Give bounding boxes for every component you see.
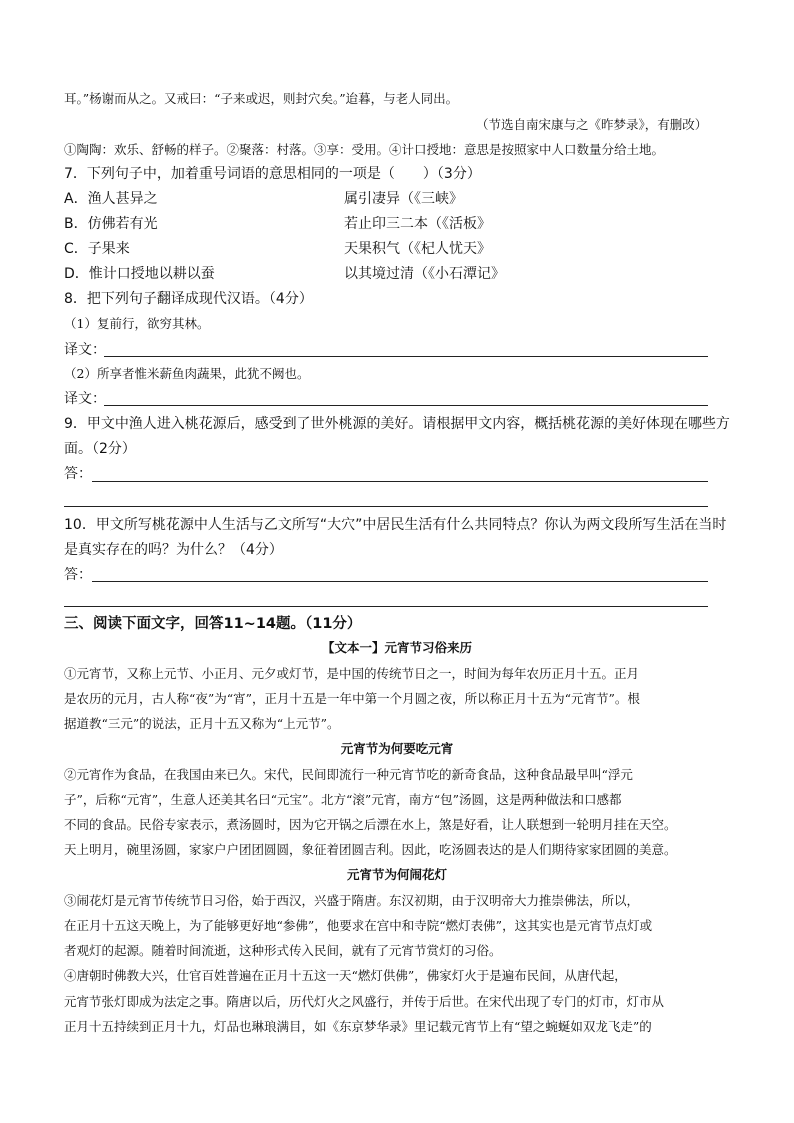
q7-option-a-compare: 属引凄异（《三峡》 — [344, 191, 463, 207]
q7-stem: 7．下列句子中，加着重号词语的意思相同的一项是（ ）（3分） — [64, 166, 481, 182]
q10-answer-line-1[interactable] — [92, 581, 708, 582]
q8-answer-line-1[interactable] — [104, 356, 708, 357]
paragraph-4-line: 正月十五持续到正月十九，灯品也琳琅满目，如《东京梦华录》里记载元宵节上有“望之蜿蜒如双龙飞走”的 — [64, 1019, 652, 1034]
q7-option-b: B．仿佛若有光 — [64, 216, 158, 232]
q9-answer-line-1[interactable] — [92, 481, 708, 482]
q7-option-c-compare: 天果积气（《杞人忧天》 — [344, 241, 491, 257]
section-heading: 三、阅读下面文字，回答11~14题。（11分） — [64, 616, 362, 632]
q8-answer-label-1: 译文： — [64, 342, 106, 358]
paragraph-3-line: 者观灯的起源。随着时间流逝，这种形式传入民间，就有了元宵节赏灯的习俗。 — [64, 943, 502, 958]
paragraph-2-line: 天上明月，碗里汤圆，家家户户团团圆圆，象征着团圆吉利。因此，吃汤圆表达的是人们期待家家团圆的美意。 — [64, 842, 677, 857]
q10-stem-line2: 是真实存在的吗？为什么？（4分） — [64, 542, 283, 558]
q10-answer-label: 答： — [64, 567, 92, 583]
paragraph-3-line: 在正月十五这天晚上，为了能够更好地“参佛”，他要求在宫中和寺院“燃灯表佛”，这其实也是元宵节点灯或 — [64, 918, 653, 933]
passage-source: （节选自南宋康与之《昨梦录》，有删改） — [476, 117, 708, 132]
q8-stem: 8．把下列句子翻译成现代汉语。（4分） — [64, 291, 313, 307]
q9-answer-line-2[interactable] — [64, 506, 708, 507]
paragraph-1-line: ①元宵节，又称上元节、小正月、元夕或灯节，是中国的传统节日之一，时间为每年农历正月十五。正月 — [64, 666, 640, 681]
q10-answer-line-2[interactable] — [64, 606, 708, 607]
paragraph-1-line: 据道教“三元”的说法，正月十五又称为“上元节”。 — [64, 716, 340, 731]
paragraph-4-line: ④唐朝时佛教大兴，仕官百姓普遍在正月十五这一天“燃灯供佛”，佛家灯火于是遍布民间，从唐代起， — [64, 968, 627, 983]
q9-stem-line2: 面。（2分） — [64, 441, 136, 457]
q9-stem-line1: 9．甲文中渔人进入桃花源后，感受到了世外桃源的美好。请根据甲文内容，概括桃花源的美好体现在哪些方 — [64, 416, 730, 432]
paragraph-2-line: 不同的食品。民俗专家表示，煮汤圆时，因为它开锅之后漂在水上，煞是好看，让人联想到一轮明月挂在天空。 — [64, 817, 677, 832]
subheading-lanterns: 元宵节为何闹花灯 — [346, 867, 447, 882]
subheading-eat-yuanxiao: 元宵节为何要吃元宵 — [340, 741, 454, 756]
q7-option-d: D．惟计口授地以耕以蚕 — [64, 266, 215, 282]
passage-notes: ①陶陶：欢乐、舒畅的样子。②聚落：村落。③享：受用。④计口授地：意思是按照家中人口数量分给土地。 — [64, 142, 665, 157]
q7-option-d-compare: 以其境过清（《小石潭记》 — [344, 266, 505, 282]
q10-stem-line1: 10．甲文所写桃花源中人生活与乙文所写“大穴”中居民生活有什么共同特点？你认为两文段所写生活在当时 — [64, 517, 727, 533]
passage-line: 耳。”杨谢而从之。又戒曰：“子来或迟，则封穴矣。”迨暮，与老人同出。 — [64, 91, 459, 106]
paragraph-3-line: ③闹花灯是元宵节传统节日习俗，始于西汉，兴盛于隋唐。东汉初期，由于汉明帝大力推崇佛法，所以， — [64, 893, 640, 908]
paragraph-1-line: 是农历的元月，古人称“夜”为“宵”，正月十五是一年中第一个月圆之夜，所以称正月十五为“元宵节”。根 — [64, 691, 640, 706]
q7-option-a: A．渔人甚异之 — [64, 191, 158, 207]
q7-option-c: C．子果来 — [64, 241, 130, 257]
paragraph-2-line: ②元宵作为食品，在我国由来已久。宋代，民间即流行一种元宵节吃的新奇食品，这种食品最早叫“浮元 — [64, 767, 633, 782]
q8-sentence-2: （2）所享者惟米薪鱼肉蔬果，此犹不阙也。 — [64, 366, 310, 381]
text1-title: 【文本一】元宵节习俗来历 — [321, 640, 472, 655]
q9-answer-label: 答： — [64, 466, 92, 482]
q8-sentence-1: （1）复前行，欲穷其林。 — [64, 316, 210, 331]
q8-answer-line-2[interactable] — [104, 405, 708, 406]
q7-option-b-compare: 若止印三二本（《活板》 — [344, 216, 491, 232]
paragraph-4-line: 元宵节张灯即成为法定之事。隋唐以后，历代灯火之风盛行，并传于后世。在宋代出现了专门的灯市，灯市从 — [64, 994, 665, 1009]
paragraph-2-line: 子”，后称“元宵”，生意人还美其名曰“元宝”。北方“滚”元宵，南方“包”汤圆，这是两种做法和口感都 — [64, 792, 622, 807]
q8-answer-label-2: 译文： — [64, 391, 106, 407]
